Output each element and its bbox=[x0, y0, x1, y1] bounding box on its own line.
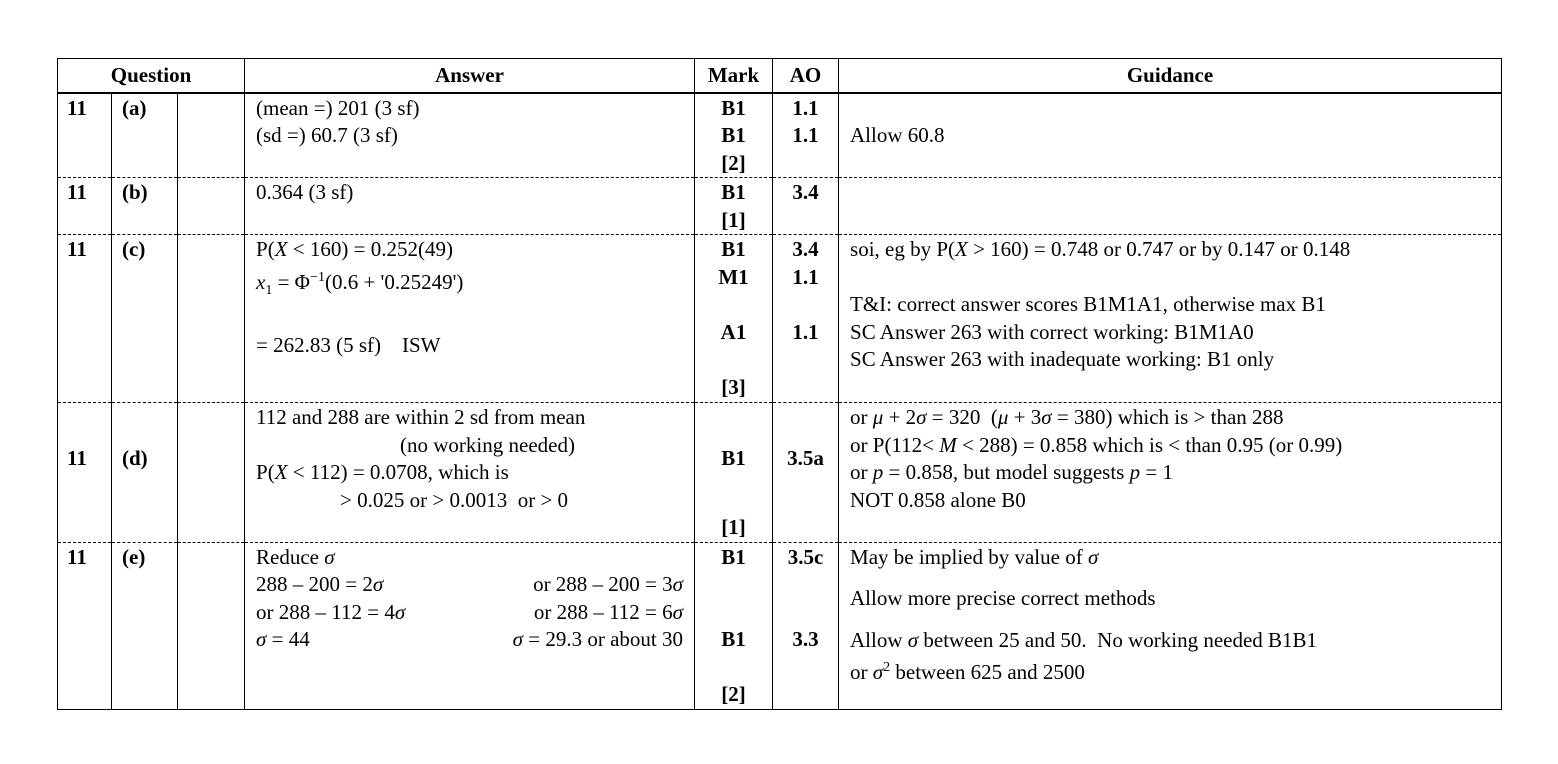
ao-cell bbox=[773, 542, 839, 709]
mark-total: [3] bbox=[721, 374, 746, 399]
answer-line: or 288 – 112 = 4σ or 288 – 112 = 6σ bbox=[256, 599, 684, 624]
mark-total: [2] bbox=[721, 682, 746, 706]
question-part: (d) bbox=[112, 403, 178, 543]
mark: B1 bbox=[721, 123, 746, 147]
question-part: (c) bbox=[112, 235, 178, 403]
mark: B1 bbox=[721, 180, 746, 204]
header-mark: Mark bbox=[695, 59, 773, 93]
answer-line: (mean =) 201 (3 sf) bbox=[256, 95, 420, 120]
guidance-cell bbox=[839, 178, 1502, 235]
guidance-line: T&I: correct answer scores B1M1A1, otherwise max B1 bbox=[850, 292, 1326, 316]
question-part: (a) bbox=[112, 93, 178, 178]
ao-value: 3.5a bbox=[787, 446, 824, 470]
guidance-line: Allow more precise correct methods bbox=[850, 586, 1156, 610]
guidance-line: soi, eg by P(X > 160) = 0.748 or 0.747 or by 0.147 or 0.148 bbox=[850, 237, 1351, 261]
answer-line: 112 and 288 are within 2 sd from mean bbox=[256, 405, 586, 429]
question-subpart bbox=[178, 542, 245, 709]
guidance-cell bbox=[839, 403, 1502, 543]
ao-value: 1.1 bbox=[792, 95, 819, 120]
ao-cell bbox=[773, 403, 839, 543]
mark-scheme-table bbox=[57, 58, 1502, 710]
table-row bbox=[58, 403, 1502, 543]
question-part: (e) bbox=[112, 542, 178, 709]
question-number: 11 bbox=[58, 542, 112, 709]
question-part: (b) bbox=[112, 178, 178, 235]
header-answer: Answer bbox=[245, 59, 695, 93]
mark-cell bbox=[695, 178, 773, 235]
guidance-line: May be implied by value of σ bbox=[850, 544, 1099, 569]
header-guidance: Guidance bbox=[839, 59, 1502, 93]
guidance-line: or μ + 2σ = 320 (μ + 3σ = 380) which is > than 288 bbox=[850, 405, 1284, 429]
guidance-line: Allow σ between 25 and 50. No working needed B1B1 bbox=[850, 627, 1318, 652]
answer-line: σ = 44 σ = 29.3 or about 30 bbox=[256, 627, 684, 651]
mark-cell bbox=[695, 93, 773, 178]
answer-cell bbox=[245, 178, 695, 235]
header-ao: AO bbox=[773, 59, 839, 93]
question-number: 11 bbox=[58, 178, 112, 235]
mark: B1 bbox=[721, 627, 746, 651]
question-number: 11 bbox=[58, 403, 112, 543]
answer-line: P(X < 160) = 0.252(49) bbox=[256, 237, 453, 261]
mark-total: [1] bbox=[721, 207, 746, 232]
guidance-line: SC Answer 263 with correct working: B1M1A0 bbox=[850, 319, 1254, 344]
ao-value: 1.1 bbox=[792, 319, 819, 344]
guidance-line: or $\sigma^2$ between 625 and 2500 bbox=[850, 660, 1085, 684]
answer-cell bbox=[245, 93, 695, 178]
answer-line: > 0.025 or > 0.0013 or > 0 bbox=[340, 487, 569, 512]
mark-cell bbox=[695, 542, 773, 709]
ao-value: 3.4 bbox=[792, 180, 819, 204]
answer-line: = 262.83 (5 sf) ISW bbox=[256, 332, 441, 357]
mark-total: [1] bbox=[721, 515, 746, 539]
answer-line: (sd =) 60.7 (3 sf) bbox=[256, 123, 398, 147]
mark: B1 bbox=[721, 544, 746, 569]
guidance-line: or P(112< M < 288) = 0.858 which is < than 0.95 (or 0.99) bbox=[850, 432, 1343, 457]
guidance-line: NOT 0.858 alone B0 bbox=[850, 487, 1026, 512]
answer-line: P(X < 112) = 0.0708, which is bbox=[256, 460, 509, 484]
header-question: Question bbox=[58, 59, 245, 93]
guidance-cell bbox=[839, 93, 1502, 178]
ao-cell bbox=[773, 178, 839, 235]
question-number: 11 bbox=[58, 93, 112, 178]
table-row bbox=[58, 542, 1502, 709]
answer-line: 0.364 (3 sf) bbox=[256, 180, 354, 204]
ao-value: 3.3 bbox=[792, 627, 819, 651]
mark: B1 bbox=[721, 95, 746, 120]
guidance-line: or p = 0.858, but model suggests p = 1 bbox=[850, 460, 1173, 484]
guidance-cell bbox=[839, 235, 1502, 403]
ao-cell bbox=[773, 235, 839, 403]
ao-value: 1.1 bbox=[792, 123, 819, 147]
mark: M1 bbox=[718, 264, 749, 289]
table-row bbox=[58, 93, 1502, 178]
mark-total: [2] bbox=[721, 150, 746, 175]
mark-cell bbox=[695, 403, 773, 543]
ao-cell bbox=[773, 93, 839, 178]
guidance-line: Allow 60.8 bbox=[850, 123, 945, 147]
table-row bbox=[58, 178, 1502, 235]
question-subpart bbox=[178, 178, 245, 235]
table-row bbox=[58, 235, 1502, 403]
answer-line: Reduce σ bbox=[256, 544, 335, 569]
ao-value: 1.1 bbox=[792, 264, 819, 289]
mark: B1 bbox=[721, 237, 746, 261]
answer-line: $x_1 = \Phi^{-1}(0.6$ + '0.25249') bbox=[256, 269, 464, 298]
header-row bbox=[58, 59, 1502, 93]
mark-cell bbox=[695, 235, 773, 403]
question-subpart bbox=[178, 93, 245, 178]
question-number: 11 bbox=[58, 235, 112, 403]
guidance-line: SC Answer 263 with inadequate working: B1 only bbox=[850, 347, 1275, 371]
guidance-cell bbox=[839, 542, 1502, 709]
answer-line: 288 – 200 = 2σ or 288 – 200 = 3σ bbox=[256, 572, 684, 596]
mark: B1 bbox=[721, 446, 746, 470]
question-subpart bbox=[178, 403, 245, 543]
mark: A1 bbox=[720, 319, 747, 344]
ao-value: 3.5c bbox=[787, 544, 824, 569]
answer-line: (no working needed) bbox=[400, 432, 575, 457]
answer-cell bbox=[245, 403, 695, 543]
answer-cell bbox=[245, 542, 695, 709]
answer-cell bbox=[245, 235, 695, 403]
question-subpart bbox=[178, 235, 245, 403]
ao-value: 3.4 bbox=[792, 237, 819, 261]
